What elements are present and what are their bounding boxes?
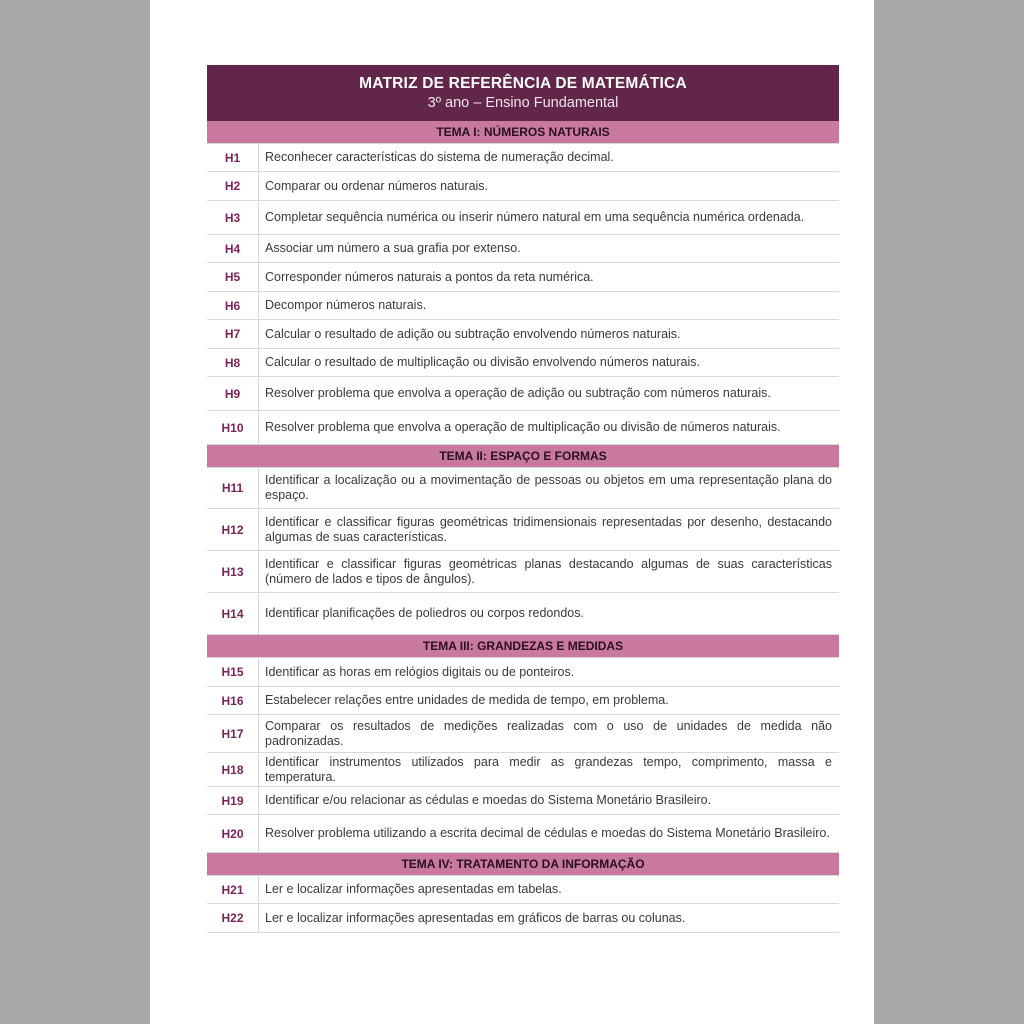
skill-row <box>207 235 839 263</box>
skill-code: H11 <box>207 468 259 508</box>
tema-header-numeros-naturais: TEMA I: NÚMEROS NATURAIS <box>207 121 839 144</box>
tema-header-espaco-e-formas: TEMA II: ESPAÇO E FORMAS <box>207 445 839 468</box>
skill-code: H15 <box>207 658 259 686</box>
skill-description: Identificar e/ou relacionar as cédulas e moedas do Sistema Monetário Brasileiro. <box>265 793 712 807</box>
skill-code: H8 <box>207 349 259 376</box>
skill-code: H14 <box>207 593 259 634</box>
skill-description-cell <box>259 787 839 814</box>
skill-description: Resolver problema que envolva a operação de multiplicação ou divisão de números naturais. <box>265 420 781 434</box>
skill-row <box>207 201 839 235</box>
skill-description-cell <box>259 658 839 686</box>
skill-row <box>207 468 839 509</box>
skill-description: Associar um número a sua grafia por extenso. <box>265 241 521 255</box>
skill-row <box>207 687 839 715</box>
skill-description-cell <box>259 815 839 852</box>
skill-code: H10 <box>207 411 259 444</box>
skill-description: Resolver problema que envolva a operação de adição ou subtração com números naturais. <box>265 386 771 400</box>
skill-row <box>207 753 839 787</box>
skill-code: H2 <box>207 172 259 200</box>
skill-row <box>207 815 839 853</box>
skill-description: Corresponder números naturais a pontos da reta numérica. <box>265 269 594 284</box>
skill-description: Completar sequência numérica ou inserir número natural em uma sequência numérica ordenada. <box>265 210 805 224</box>
skill-row <box>207 144 839 172</box>
reference-matrix-table <box>207 65 839 933</box>
skill-description: Identificar e classificar figuras geométricas planas destacando algumas de suas características (número de lados e tipos de ângulos). <box>265 556 832 586</box>
skill-description-cell <box>259 876 839 903</box>
skill-row <box>207 411 839 445</box>
skill-row <box>207 292 839 320</box>
skill-description-cell <box>259 509 839 550</box>
skill-description: Identificar e classificar figuras geométricas tridimensionais representadas por desenho, destacando algumas de suas características. <box>265 514 832 544</box>
skill-description: Reconhecer características do sistema de numeração decimal. <box>265 150 614 164</box>
tema-header-grandezas-e-medidas: TEMA III: GRANDEZAS E MEDIDAS <box>207 635 839 658</box>
skill-row <box>207 263 839 292</box>
skill-description-cell <box>259 201 839 234</box>
skill-description-cell <box>259 468 839 508</box>
skill-code: H5 <box>207 263 259 291</box>
skill-description-cell <box>259 411 839 444</box>
skill-row <box>207 593 839 635</box>
skill-description-cell <box>259 263 839 291</box>
skill-description-cell <box>259 377 839 410</box>
skill-code: H3 <box>207 201 259 234</box>
matrix-title: MATRIZ DE REFERÊNCIA DE MATEMÁTICA <box>359 75 687 92</box>
skill-description: Comparar os resultados de medições realizadas com o uso de unidades de medida não padronizadas. <box>265 718 832 748</box>
skill-description-cell <box>259 715 839 752</box>
matrix-subtitle: 3º ano – Ensino Fundamental <box>427 95 619 111</box>
skill-row <box>207 551 839 593</box>
skill-code: H17 <box>207 715 259 752</box>
skill-code: H18 <box>207 753 259 786</box>
skill-row <box>207 876 839 904</box>
skill-description-cell <box>259 753 839 786</box>
skill-row <box>207 658 839 687</box>
skill-description: Identificar planificações de poliedros ou corpos redondos. <box>265 606 584 620</box>
skill-description: Calcular o resultado de multiplicação ou divisão envolvendo números naturais. <box>265 355 700 369</box>
table-header <box>207 65 839 121</box>
skill-description: Estabelecer relações entre unidades de medida de tempo, em problema. <box>265 693 669 707</box>
skill-description: Ler e localizar informações apresentadas em tabelas. <box>265 882 562 896</box>
skill-description: Ler e localizar informações apresentadas em gráficos de barras ou colunas. <box>265 910 686 925</box>
skill-description: Identificar as horas em relógios digitais ou de ponteiros. <box>265 664 575 679</box>
skill-code: H19 <box>207 787 259 814</box>
skill-description: Comparar ou ordenar números naturais. <box>265 178 489 193</box>
skill-description-cell <box>259 349 839 376</box>
skill-description-cell <box>259 687 839 714</box>
skill-description-cell <box>259 551 839 592</box>
skill-code: H9 <box>207 377 259 410</box>
skill-row <box>207 320 839 349</box>
skill-description-cell <box>259 904 839 932</box>
skill-description: Resolver problema utilizando a escrita decimal de cédulas e moedas do Sistema Monetário Brasileiro. <box>265 826 830 840</box>
skill-code: H7 <box>207 320 259 348</box>
skill-description: Identificar instrumentos utilizados para medir as grandezas tempo, comprimento, massa e temperatura. <box>265 754 832 784</box>
skill-row <box>207 509 839 551</box>
skill-description: Calcular o resultado de adição ou subtração envolvendo números naturais. <box>265 326 681 341</box>
skill-code: H12 <box>207 509 259 550</box>
skill-code: H6 <box>207 292 259 319</box>
skill-description-cell <box>259 292 839 319</box>
skill-row <box>207 377 839 411</box>
skill-code: H21 <box>207 876 259 903</box>
skill-description: Decompor números naturais. <box>265 298 427 312</box>
skill-code: H20 <box>207 815 259 852</box>
skill-code: H16 <box>207 687 259 714</box>
skill-row <box>207 787 839 815</box>
tema-header-tratamento-da-informacao: TEMA IV: TRATAMENTO DA INFORMAÇÃO <box>207 853 839 876</box>
skill-description: Identificar a localização ou a movimentação de pessoas ou objetos em uma representação plana do espaço. <box>265 473 832 502</box>
skill-description-cell <box>259 320 839 348</box>
skill-description-cell <box>259 593 839 634</box>
table-body <box>207 121 839 933</box>
skill-row <box>207 904 839 933</box>
skill-description-cell <box>259 172 839 200</box>
skill-description-cell <box>259 235 839 262</box>
skill-row <box>207 172 839 201</box>
skill-code: H22 <box>207 904 259 932</box>
skill-code: H4 <box>207 235 259 262</box>
document-page <box>150 0 874 1024</box>
skill-row <box>207 349 839 377</box>
skill-code: H1 <box>207 144 259 171</box>
skill-description-cell <box>259 144 839 171</box>
skill-row <box>207 715 839 753</box>
skill-code: H13 <box>207 551 259 592</box>
